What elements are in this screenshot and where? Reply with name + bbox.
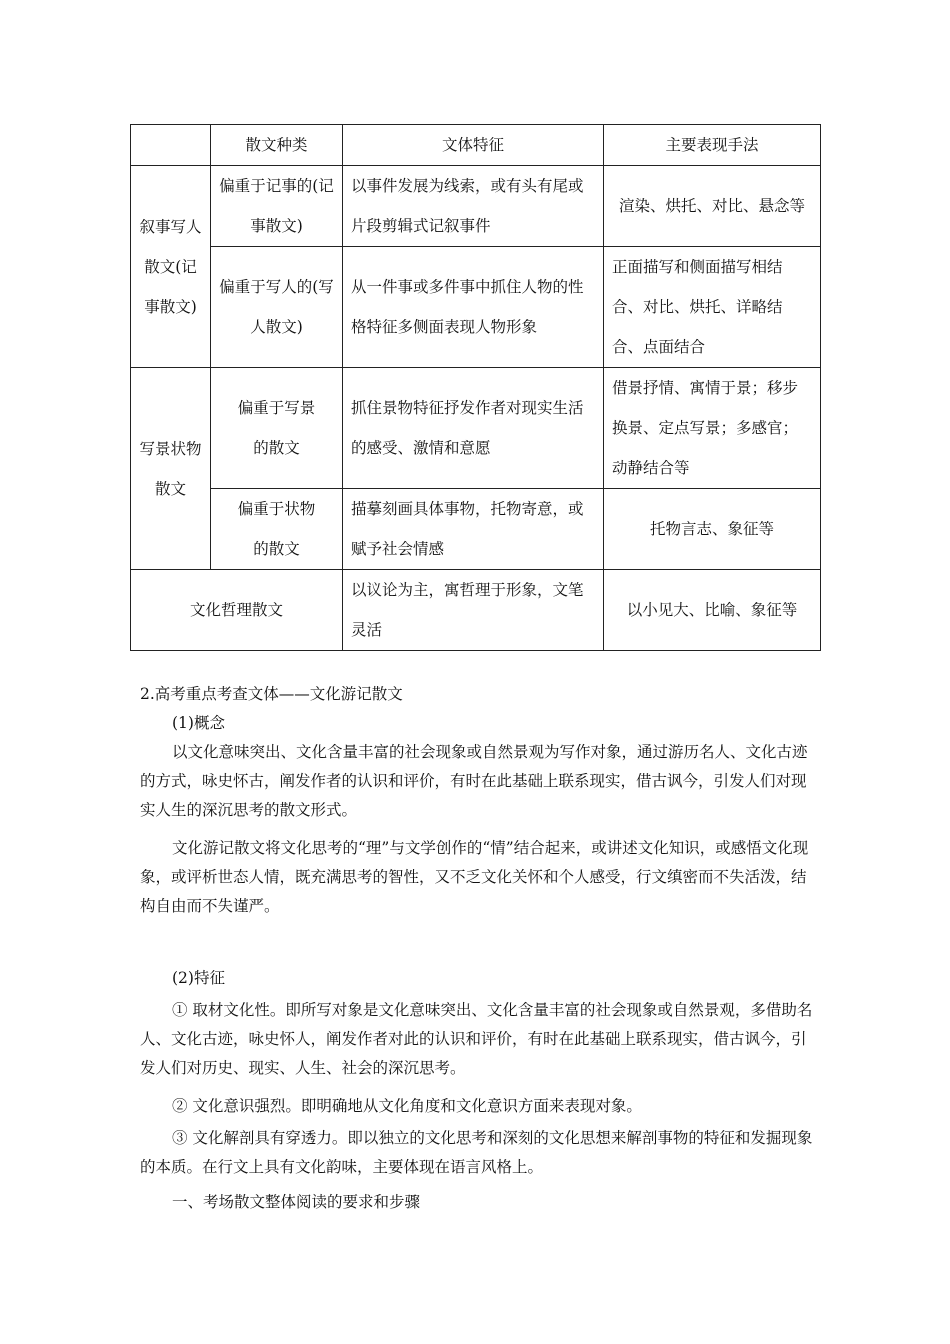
method-cell: 托物言志、象征等 xyxy=(604,489,821,570)
kind-cell-philosophy: 文化哲理散文 xyxy=(131,570,343,651)
feature-cell: 以事件发展为线索，或有头有尾或片段剪辑式记叙事件 xyxy=(343,166,604,247)
section2-title: 2.高考重点考查文体——文化游记散文 xyxy=(140,685,403,703)
feature-item-3: ③ 文化解剖具有穿透力。即以独立的文化思考和深刻的文化思想来解剖事物的特征和发掘现象的本质。在行文上具有文化韵味，主要体现在语言风格上。 xyxy=(140,1129,813,1176)
kind-cell: 偏重于写人的(写人散文) xyxy=(211,247,343,368)
table-row xyxy=(131,247,821,368)
header-cell-method: 主要表现手法 xyxy=(604,125,821,166)
feature-cell: 抓住景物特征抒发作者对现实生活的感受、激情和意愿 xyxy=(343,368,604,489)
feature-cell: 从一件事或多件事中抓住人物的性格特征多侧面表现人物形象 xyxy=(343,247,604,368)
concept-paragraph-2: 文化游记散文将文化思考的“理”与文学创作的“情”结合起来，或讲述文化知识，或感悟文化现象，或评析世态人情，既充满思考的智性，又不乏文化关怀和个人感受，行文缜密而不失活泼，结构自由而不失谨严。 xyxy=(140,839,809,915)
feature-item-1: ① 取材文化性。即所写对象是文化意味突出、文化含量丰富的社会现象或自然景观，多借助名人、文化古迹，咏史怀人，阐发作者对此的认识和评价，有时在此基础上联系现实，借古讽今，引发人们对历史、现实、人生、社会的深沉思考。 xyxy=(140,1001,813,1077)
feature-item-2: ② 文化意识强烈。即明确地从文化角度和文化意识方面来表现对象。 xyxy=(172,1097,642,1115)
method-cell: 以小见大、比喻、象征等 xyxy=(604,570,821,651)
kind-cell: 偏重于写景的散文 xyxy=(211,368,343,489)
feature-cell: 描摹刻画具体事物，托物寄意，或赋予社会情感 xyxy=(343,489,604,570)
header-cell-feature: 文体特征 xyxy=(343,125,604,166)
method-cell: 渲染、烘托、对比、悬念等 xyxy=(604,166,821,247)
method-cell: 正面描写和侧面描写相结合、对比、烘托、详略结合、点面结合 xyxy=(604,247,821,368)
concept-heading: (1)概念 xyxy=(172,714,225,732)
kind-cell: 偏重于记事的(记事散文) xyxy=(211,166,343,247)
table-row xyxy=(131,489,821,570)
group-label-narrative: 叙事写人散文(记事散文) xyxy=(131,166,211,368)
header-cell-kind: 散文种类 xyxy=(211,125,343,166)
table-header-row xyxy=(131,125,821,166)
header-cell-empty xyxy=(131,125,211,166)
section1-title: 一、考场散文整体阅读的要求和步骤 xyxy=(172,1193,421,1211)
feature-cell: 以议论为主，寓哲理于形象，文笔灵活 xyxy=(343,570,604,651)
group-label-scenery: 写景状物散文 xyxy=(131,368,211,570)
table-row xyxy=(131,166,821,247)
table-row xyxy=(131,368,821,489)
concept-paragraph-1: 以文化意味突出、文化含量丰富的社会现象或自然景观为写作对象，通过游历名人、文化古迹的方式，咏史怀古，阐发作者的认识和评价，有时在此基础上联系现实，借古讽今，引发人们对现实人生的深沉思考的散文形式。 xyxy=(140,743,808,819)
essay-types-table xyxy=(130,124,821,651)
method-cell: 借景抒情、寓情于景；移步换景、定点写景；多感官；动静结合等 xyxy=(604,368,821,489)
feature-heading: (2)特征 xyxy=(172,969,225,987)
kind-cell: 偏重于状物的散文 xyxy=(211,489,343,570)
table-row xyxy=(131,570,821,651)
